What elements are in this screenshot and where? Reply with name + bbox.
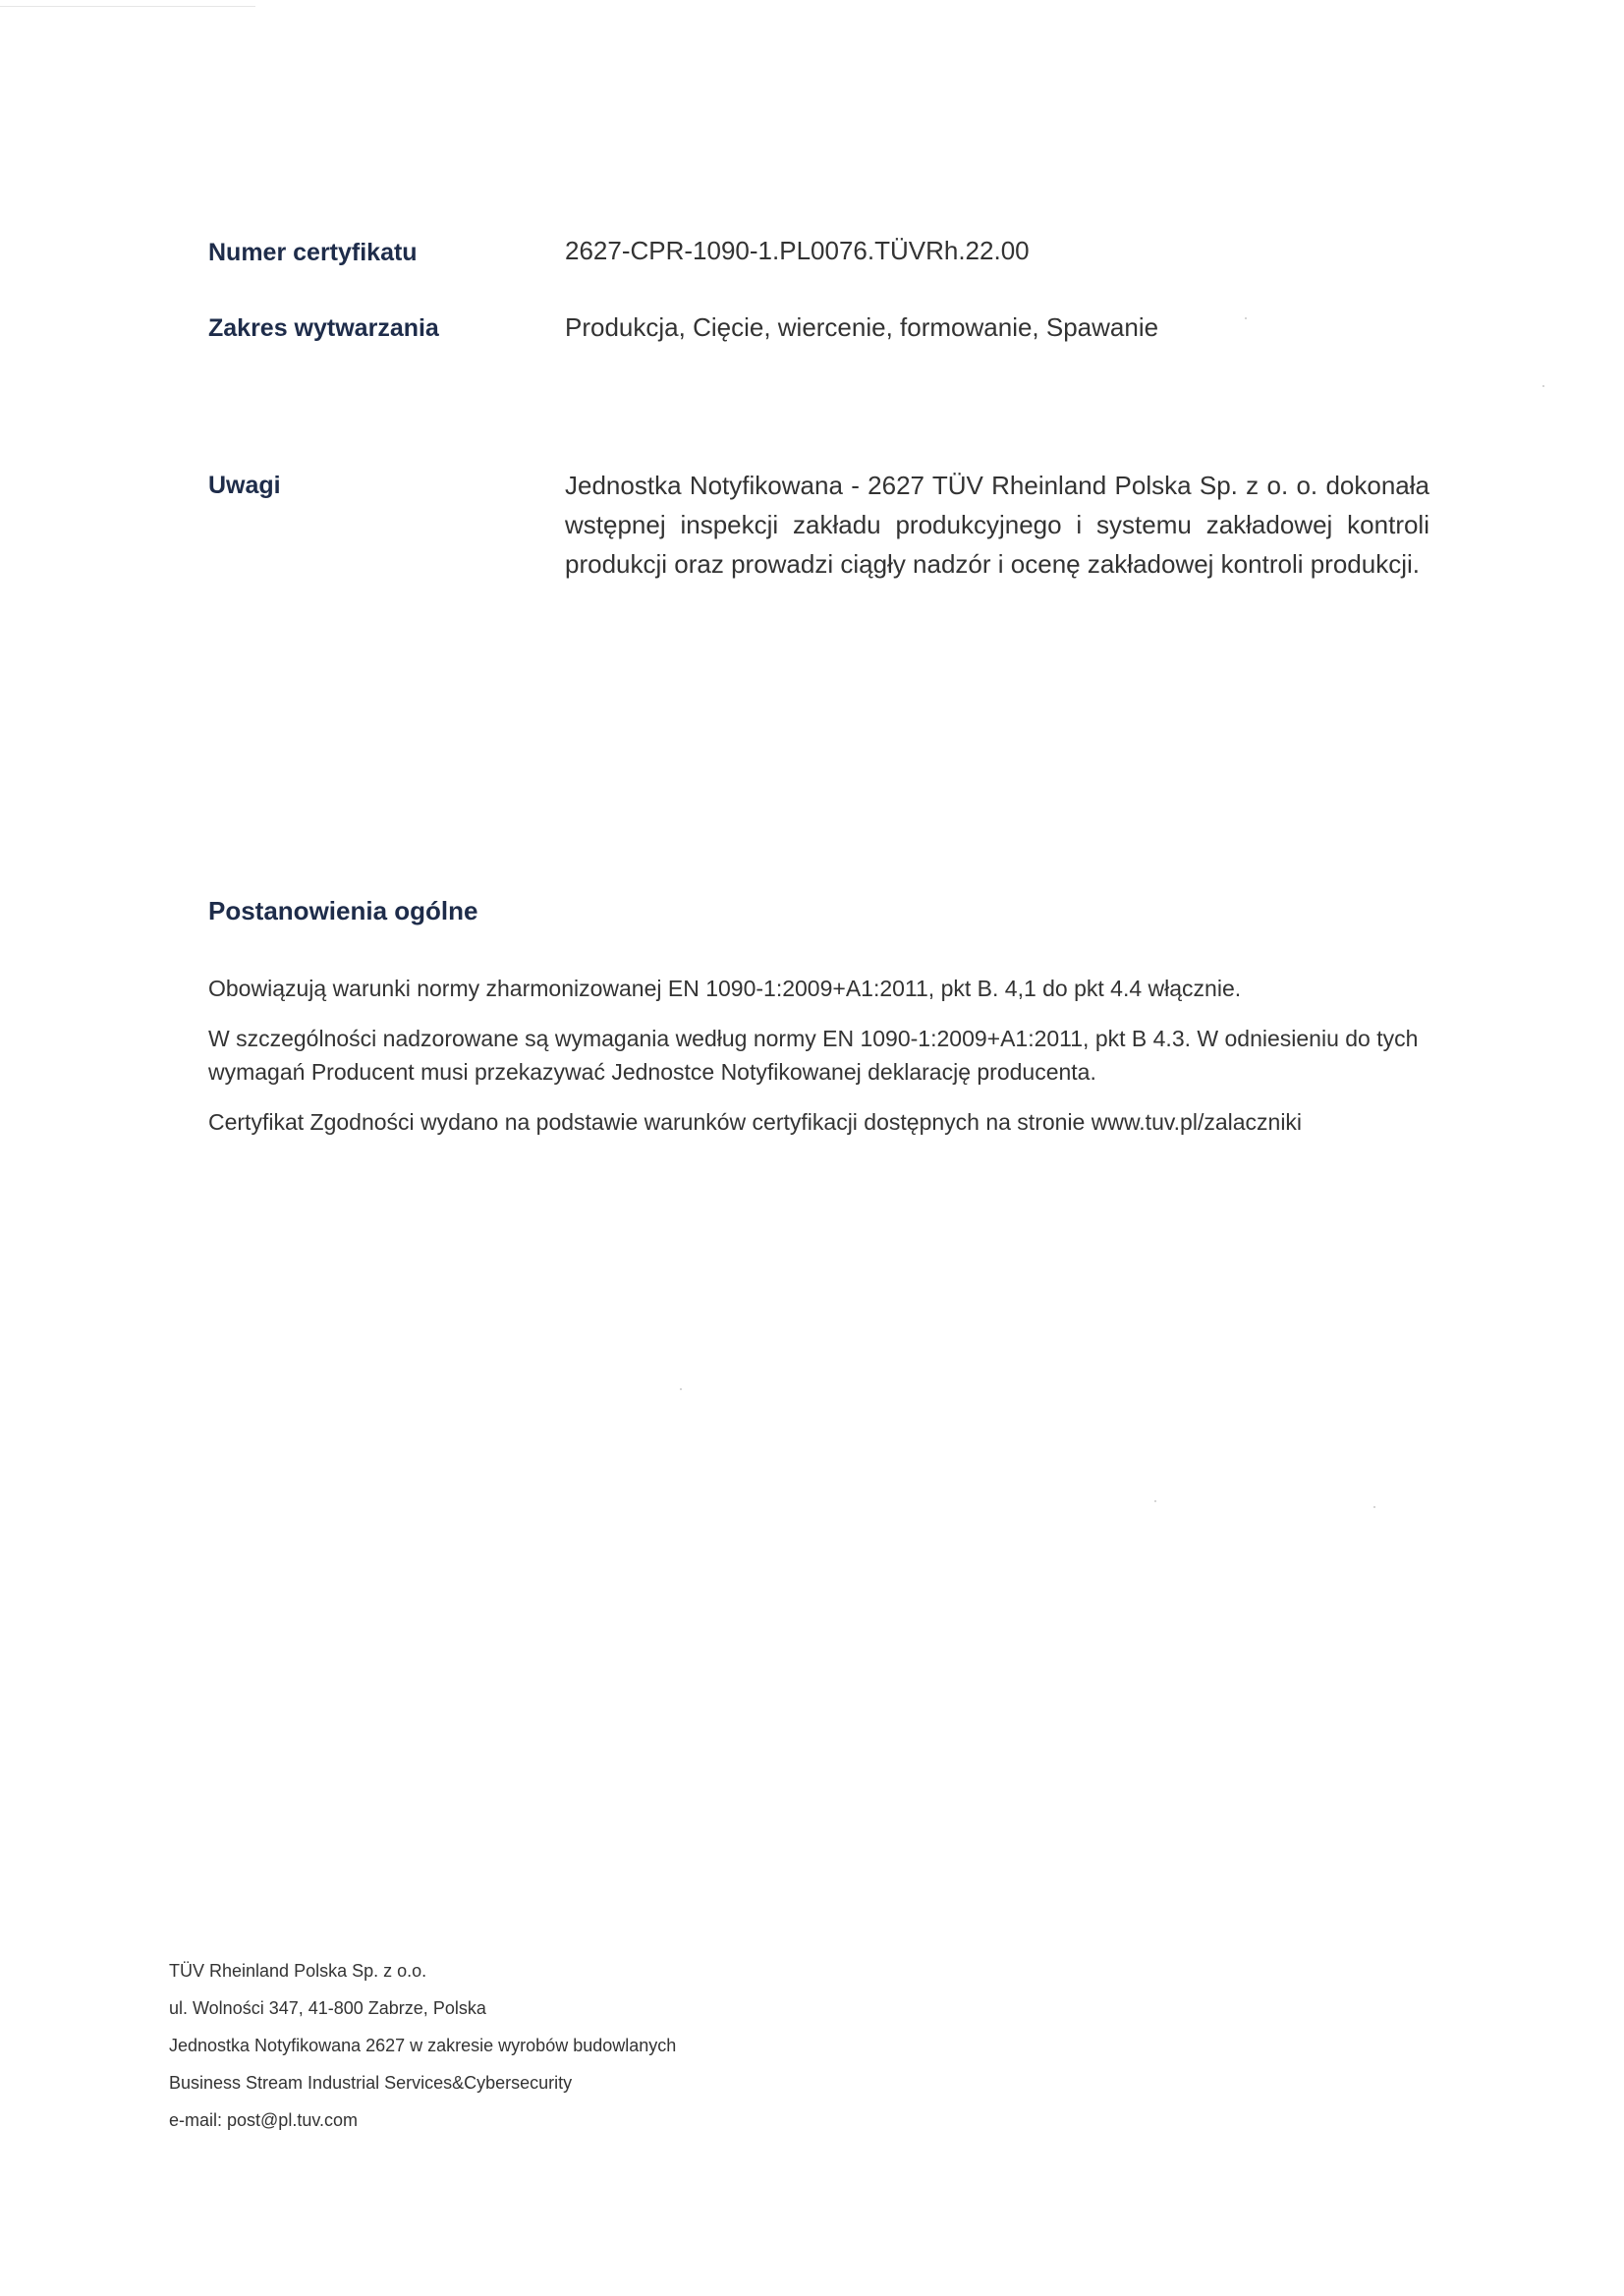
footer-company-name: TÜV Rheinland Polska Sp. z o.o. xyxy=(169,1961,427,1981)
certificate-number-label: Numer certyfikatu xyxy=(208,239,418,266)
production-scope-value: Produkcja, Cięcie, wiercenie, formowanie, Spawanie xyxy=(565,312,1159,342)
footer-business-stream: Business Stream Industrial Services&Cybersecurity xyxy=(169,2073,573,2093)
scan-edge-line xyxy=(0,6,255,7)
footer-address: ul. Wolności 347, 41-800 Zabrze, Polska xyxy=(169,1998,486,2018)
provision-paragraph-3: Certyfikat Zgodności wydano na podstawie warunków certyfikacji dostępnych na stronie www.tuv.pl/zalaczniki xyxy=(208,1109,1303,1135)
provision-paragraph-2: W szczególności nadzorowane są wymagania według normy EN 1090-1:2009+A1:2011, pkt B 4.3. W odniesieniu do tych wymagań Producent musi przekazywać Jednostce Notyfikowanej deklarację producenta. xyxy=(208,1026,1419,1085)
remarks-label: Uwagi xyxy=(208,472,281,499)
production-scope-label: Zakres wytwarzania xyxy=(208,314,439,342)
scan-speck xyxy=(1542,385,1544,387)
certificate-number-value: 2627-CPR-1090-1.PL0076.TÜVRh.22.00 xyxy=(565,236,1030,265)
provision-paragraph-1: Obowiązują warunki normy zharmonizowanej EN 1090-1:2009+A1:2011, pkt B. 4,1 do pkt 4.4 włącznie. xyxy=(208,976,1242,1001)
footer-notified-body: Jednostka Notyfikowana 2627 w zakresie wyrobów budowlanych xyxy=(169,2036,677,2055)
scan-speck xyxy=(1154,1500,1156,1502)
general-provisions-heading: Postanowienia ogólne xyxy=(208,896,478,925)
scan-speck xyxy=(1373,1506,1375,1508)
scan-speck xyxy=(1245,317,1247,319)
remarks-text: Jednostka Notyfikowana - 2627 TÜV Rheinland Polska Sp. z o. o. dokonała wstępnej inspekcji zakładu produkcyjnego i systemu zakładowej kontroli produkcji oraz prowadzi ciągły nadzór i ocenę zakładowej kontroli produkcji. xyxy=(565,471,1429,579)
footer-email: e-mail: post@pl.tuv.com xyxy=(169,2110,358,2130)
scan-speck xyxy=(680,1388,682,1390)
